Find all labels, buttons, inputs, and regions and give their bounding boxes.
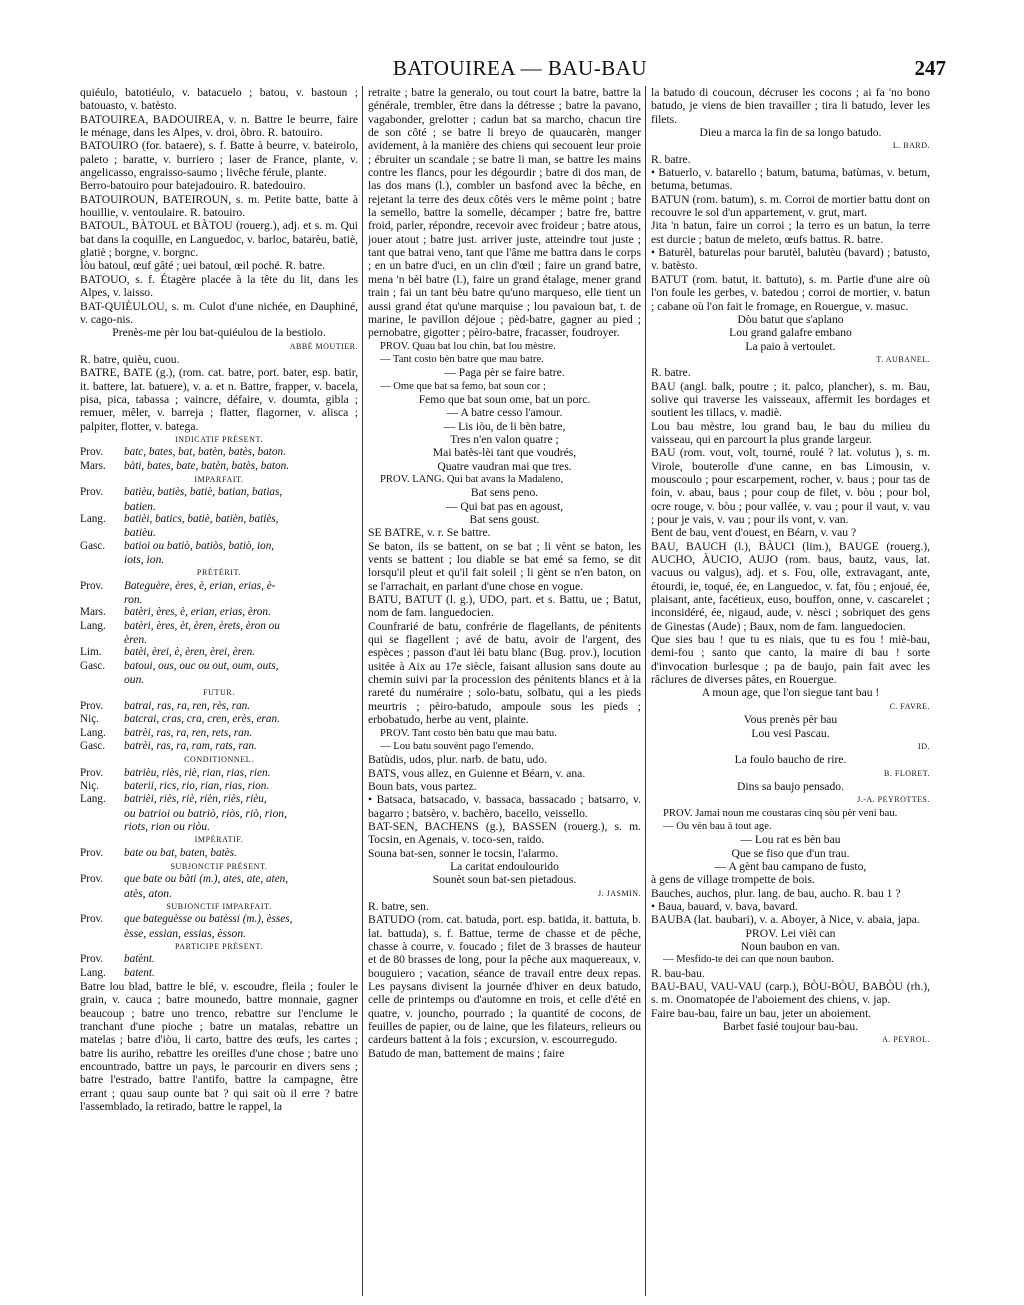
quotation-source: C. FAVRE.	[889, 701, 930, 711]
conjugation-continuation: ou batrioi ou batriò, riòs, riò, rion,	[124, 806, 287, 820]
entry-paragraph: BATRE, BATE (g.), (rom. cat. batre, port. bater, esp. batir, it. battere, lat. batuere), v. a. et n. Battre, frapper, v. bacela, pisa, pica, tabassa ; vaincre, défaire, v. doumta, gibla ; remuer, mêler, v. barreja ; flatter, flagorner, v. alisca ; palpiter, flotter, v. batega.	[80, 366, 358, 433]
verb-forms: batrèi, ras, ra, ram, rats, ran.	[124, 739, 257, 752]
quotation-line: Noun baubon en van.	[740, 940, 841, 953]
quotation-source: L. BARD.	[892, 141, 930, 151]
conjugation-line	[80, 660, 358, 673]
quotation-source: ABBÉ MOUTIER.	[289, 341, 358, 351]
tense-heading: FUTUR.	[203, 688, 235, 698]
entry-paragraph: Que sies bau ! que tu es niais, que tu es fou ! miè-bau, demi-fou ; santo que canto, la maire di bau ! sorte d'invocation burlesque ; pa de baujo, pain fait avec les râclures de diverses pâtes, en Rouergue.	[651, 633, 930, 687]
entry-paragraph: BATU, BATUT (l. g.), UDO, part. et s. Battu, ue ; Batut, nom de fam. languedocien.	[368, 593, 641, 620]
entry-paragraph: quiéulo, batotiéulo, v. batacuelo ; batou, v. bastoun ; batouasto, v. batèsto.	[80, 86, 358, 113]
conjugation-line	[80, 486, 358, 499]
quotation-line: — A gènt bau campano de fusto,	[714, 859, 867, 873]
verb-forms: batcrai, cras, cra, cren, erès, eran.	[124, 713, 280, 726]
proverb-line: PROV. Quau bat lou chin, bat lou mèstre.	[380, 340, 556, 352]
entry-paragraph: BATUN (rom. batum), s. m. Corroi de mortier battu dont on recouvre le sol d'un appartement, v. grut, mart.	[651, 192, 930, 220]
quotation-line: La caritat endoulourido	[450, 859, 559, 873]
verb-forms: batènt.	[124, 953, 155, 966]
entry-paragraph: Counfrarié de batu, confrérie de flagellants, de pénitents qui se flagellent ; avé de batu, avoir de l'argent, des espèces ; passon d'aut lèi batu blanc (Bug. prov.), locution usitée à Aix au 17e siècle, faisant allusion sans doute au chemin suivi par la procession des pénitents blancs et à la rareté du numéraire ; solo-batu, solbatu, qui a les pieds meurtris ; pèiro-batudo, ampoule sous les pieds ; erbobatudo, herbe au vent, plainte.	[368, 619, 641, 727]
quotation-line: La paio à vertoulet.	[745, 339, 836, 353]
verb-forms: batrèi, ras, ra, ren, rets, ran.	[124, 726, 253, 739]
proverb-line: — Ome que bat sa femo, bat soun cor ;	[380, 380, 546, 392]
quotation-line: Bat sens goust.	[469, 513, 540, 526]
entry-paragraph: BAU, BAUCH (l.), BÀUCI (lim.), BAUGE (rouerg.), AUCHO, ÀUCIO, AUJO (rom. baus, bautz, vaus, lat. vacuus ou valgus), adj. et s. Fou, olle, extravagant, ante, étourdi, ie, toqué, ée, en Languedoc, v. fat, fòu ; enjoué, ée, plaisant, ante, facétieux, euso, bouffon, onne, v. cascarelet ; inconsidéré, ée, nigaud, aude, v. nèsci ; sobriquet des gens de Ginestas (Aude) ; Baux, nom de fam. languedocien.	[651, 539, 930, 633]
dialect-label: Prov.	[80, 766, 104, 779]
conjugation-line	[80, 873, 358, 886]
entry-paragraph: BATOUIROUN, BATEIROUN, s. m. Petite batte, batte à houillie, v. ventoulaire. R. batouiro.	[80, 192, 358, 220]
verb-forms: bàti, bates, bate, batèn, batès, baton.	[124, 459, 289, 472]
entry-paragraph: retraite ; batre la generalo, ou tout court la batre, battre la générale, trembler, être dans la détresse ; batre la pavano, vagabonder, grelotter ; cadun bat sa marcho, chacun tire de son côté ; se batre li breyo de quaucarèn, manger avidement, à la manière des chiens qui secouent leur proie ; ébruiter un scandale ; se batre li man, se battre les mains contre les flancs, pour les dégourdir ; batre di dos man, de las dos mans (l.), combler un basfond avec la bêche, en rejetant la terre des deux côtés vers le même point ; batre la semello, battre la somelle, décamper ; batre fre, battre froid, parler, répondre, recevoir avec froideur ; batre atous, jouer atout ; batre just. arriver juste, atteindre tout juste ; tant que batrai veno, tant que l'âme me battra dans le corps ; en un batre d'uci, en un clin d'œil ; faire un grand batre, mena 'n bèl batre (l.), faire un grand étalage, mener grand train ; fai un tant bèu batre qu'uno marqueso, elle tient un aussi grand état qu'une marquise ; lou pavaioun bat, t. de marine, le pavillon déjoue ; pèd-batre, gagner au pied ; pernobatre, gigotter ; pèiro-batre, fracasser, foudroyer.	[368, 86, 641, 340]
verb-forms: batèri, ères, è, erian, erias, èron.	[124, 606, 271, 619]
dialect-label: Prov.	[80, 953, 104, 966]
dialect-label: Gasc.	[80, 659, 106, 672]
quotation-line: Quatre vaudran mai que tres.	[437, 459, 572, 473]
dialect-label: Prov.	[80, 913, 104, 926]
entry-paragraph: Batùdis, udos, plur. narb. de batu, udo.	[368, 753, 548, 767]
entry-paragraph: BATOUO, s. f. Étagère placée à la tête du lit, dans les Alpes, v. laisso.	[80, 272, 358, 300]
entry-paragraph: R. batre, sen.	[368, 899, 429, 913]
entry-paragraph: Se baton, ils se battent, on se bat ; li vènt se baton, les vents se battent ; lou diable se bat emé sa femo, se dit lorsqu'il pleut et qu'il fait soleil ; li gènt se n'en baton, on se l'arrachait, en parlant d'une chose en vogue.	[368, 539, 641, 593]
entry-paragraph: BAT-SEN, BACHENS (g.), BASSEN (rouerg.), s. m. Tocsin, en Agenais, v. toco-sen, raido.	[368, 819, 641, 847]
conjugation-line	[80, 540, 358, 553]
conjugation-continuation: èsse, essian, essias, èsson.	[124, 926, 247, 940]
quotation-line: PROV. Lei vièi can	[745, 926, 836, 940]
conjugation-continuation: èren.	[124, 633, 148, 647]
conjugation-line	[80, 446, 358, 459]
conjugation-line	[80, 713, 358, 726]
entry-paragraph: Batre lou blad, battre le blé, v. escoudre, fleila ; fouler le grain, v. cauca ; batre mounedo, battre monnaie, gagner beaucoup ; batre uno trenco, rebattre sur l'enclume le tranchant d'une pioche ; batre un matalas, rebattre un matelas ; batre d'iòu, li carto, battre des œufs, les cartes ; batre lis auriho, rebattre les oreilles d'une chose ; batre uno encountrado, battre un pays, le parcourir en divers sens ; batre l'estrado, battre l'antifo, battre la campagne, être errant ; quau saup ounte bat ? qui sait où il erre ? batre l'assemblado, la retirado, battre le rappel, la	[80, 980, 358, 1114]
entry-paragraph: BATS, vous allez, en Guienne et Béarn, v. ana.	[368, 766, 586, 780]
quotation-line: Lou grand galafre embano	[729, 326, 852, 340]
entry-paragraph: • Batsaca, batsacado, v. bassaca, bassacado ; batsarro, v. bagarro ; batsèro, v. bachèro, bacello, veissello.	[368, 793, 641, 820]
entry-paragraph: BATOUIRO (for. bataere), s. f. Batte à beurre, v. bateirolo, paleto ; baratte, v. burriero ; laser de France, plante, v. angelicasso, engraisso-saumo ; livêche férule, plante.	[80, 139, 358, 180]
conjugation-line	[80, 767, 358, 780]
quotation-source: A. PEYROL.	[882, 1035, 930, 1045]
verb-forms: batièi, batics, batiè, batièn, batiès,	[124, 513, 279, 525]
tense-heading: PRÉTÉRIT.	[196, 568, 242, 578]
quotation-line: — Lou rat es bèn bau	[740, 833, 841, 847]
entry-paragraph: Batudo de man, battement de mains ; faire	[368, 1046, 565, 1060]
entry-paragraph: BAU (angl. balk, poutre ; it. palco, plancher), s. m. Bau, solive qui traverse les vaisseaux, affermit les bordages et soutient les tillacs, v. madiè.	[651, 379, 930, 420]
dialect-label: Prov.	[80, 486, 104, 499]
conjugation-line	[80, 460, 358, 473]
dialect-label: Lim.	[80, 646, 102, 659]
conjugation-line	[80, 727, 358, 740]
conjugation-line	[80, 580, 358, 593]
dialect-label: Prov.	[80, 846, 104, 859]
conjugation-line	[80, 740, 358, 753]
entry-paragraph: SE BATRE, v. r. Se battre.	[368, 526, 491, 540]
verb-forms: batent.	[124, 966, 155, 979]
entry-paragraph: • Baua, bauard, v. bava, bavard.	[651, 899, 798, 913]
dialect-label: Lang.	[80, 966, 106, 979]
verb-forms: batc, bates, bat, batèn, batès, baton.	[124, 446, 286, 459]
entry-paragraph: • Batuerlo, v. batarello ; batum, batuma, batùmas, v. betum, betuma, betumas.	[651, 166, 930, 193]
verb-forms: batèi, èrei, è, èren, èrei, èren.	[124, 646, 255, 659]
tense-heading: INDICATIF PRÉSENT.	[175, 434, 263, 444]
quotation-source: T. AUBANEL.	[876, 354, 930, 364]
entry-paragraph: BATUT (rom. batut, it. battuto), s. m. Partie d'une aire où l'on foule les gerbes, v. batedou ; corroi de mortier, v. batun ; cabane où l'on fait le fromage, en Rouergue, v. masuc.	[651, 272, 930, 313]
proverb-line: — Ou vèn bau à tout age.	[663, 820, 772, 832]
conjugation-line	[80, 646, 358, 659]
verb-forms: que bate ou bàti (m.), ates, ate, aten,	[124, 873, 289, 886]
quotation-line: Lou vesi Pascau.	[751, 726, 830, 740]
quotation-line: Dieu a marca la fin de sa longo batudo.	[699, 126, 882, 140]
entry-paragraph: BAU (rom. vout, volt, tourné, roulé ? lat. volutus ), s. m. Virole, bouterolle d'une canne, en bas Limousin, v. mouscoulo ; pour escarpement, rocher, v. baus ; pour tas de foin, v. abau, baus ; pour coup de filet, v. bòu ; pour bol, ocre rouge, v. bòu ; pour vallée, v. vau ; pour il vaut, v. vau ; pour je vais, v. vau ; pour ils vont, v. van.	[651, 446, 930, 526]
dialect-label: Niç.	[80, 713, 99, 726]
conjugation-line	[80, 700, 358, 713]
page-number: 247	[914, 56, 946, 80]
proverb-line: — Mesfido-te dei can que noun baubon.	[663, 954, 834, 966]
entry-paragraph: BATOUIREA, BADOUIREA, v. n. Battre le beurre, faire le ménage, dans les Alpes, v. droi, òbro. R. batouiro.	[80, 112, 358, 140]
tense-heading: PARTICIPE PRÉSENT.	[174, 942, 264, 951]
entry-paragraph: la batudo di coucoun, décruser les cocons ; ai fa 'no bono batudo, je viens de bien travailler ; tira li batudo, lever les filets.	[651, 86, 930, 126]
entry-paragraph: BAU-BAU, VAU-VAU (carp.), BÒU-BÒU, BABÒU (rh.), s. m. Onomatopée de l'aboiement des chiens, v. jap.	[651, 980, 930, 1007]
entry-paragraph: à gens de village trompette de bois.	[651, 873, 815, 887]
entry-paragraph: Jita 'n batun, faire un corroi ; la terro es un batun, la terre est durcie ; batun de meleto, œufs battus. R. batre.	[651, 219, 930, 246]
proverb-line: — Lou batu souvènt pago l'emendo.	[380, 740, 534, 752]
dialect-label: Mars.	[80, 606, 106, 619]
column-rule	[645, 86, 646, 1296]
running-title: BATOUIREA — BAU-BAU	[392, 56, 648, 80]
entry-paragraph: Boun bats, vous partez.	[368, 779, 477, 793]
verb-forms: batrièi, riès, riè, rièn, riès, rièu,	[124, 793, 267, 806]
quotation-line: Vous prenès pèr bau	[743, 713, 838, 727]
entry-paragraph: Berro-batouiro pour batejadouiro. R. batedouiro.	[80, 179, 306, 193]
verb-forms: batèri, ères, èt, èren, èrets, èron ou	[124, 619, 280, 632]
quotation-line: La foulo baucho de rire.	[734, 753, 847, 767]
quotation-line: Femo que bat soun ome, bat un porc.	[418, 392, 591, 406]
proverb-line: PROV. LANG. Qui bat avans la Madaleno,	[380, 473, 564, 485]
verb-forms: bate ou bat, baten, batès.	[124, 846, 237, 859]
verb-forms: batioi ou batiò, batiòs, batiò, ion,	[124, 539, 275, 552]
quotation-line: — Qui bat pas en agoust,	[445, 499, 564, 513]
entry-paragraph: BAUBA (lat. baubari), v. a. Aboyer, à Nice, v. abaia, japa.	[651, 913, 920, 927]
entry-paragraph: BATUDO (rom. cat. batuda, port. esp. batida, it. battuta, b. lat. battuda), s. f. Battue, terme de chasse et de pêche, chasse à courre, v. foucado ; filet de 3 brasses de hauteur et de 80 brasses de long, pour la pêche aux maquereaux, v. bouguiero ; vacation, séance de travail entre deux repas. Les paysans divisent la journée d'hiver en deux batudo, celle de printemps ou d'automne en trois, et celle d'été en quatre, v. jouncho, pourrado ; la quantité de cocons, de feuilles de papier, ou de laine, que les filateurs, relieurs ou cardeurs battent à la fois ; excursion, v. escourregudo.	[368, 913, 641, 1047]
conjugation-line	[80, 620, 358, 633]
conjugation-continuation: iots, ion.	[124, 553, 165, 567]
dialect-label: Niç.	[80, 779, 99, 792]
quotation-line: Mai batès-lèi tant que voudrés,	[432, 446, 577, 460]
quotation-line: Prenès-me pèr lou bat-quiéulou de la bestiolo.	[112, 326, 326, 340]
quotation-line: Bat sens peno.	[470, 486, 539, 500]
quotation-line: Tres n'en valon quatre ;	[450, 432, 559, 446]
proverb-line: PROV. Jamai noun me coustaras cinq sòu pèr veni bau.	[663, 807, 898, 819]
dialect-label: Prov.	[80, 873, 104, 886]
entry-paragraph: Lou bau mèstre, lou grand bau, le bau du milieu du vaisseau, qui en parcourt la plus grande largeur.	[651, 419, 930, 446]
quotation-source: B. FLORET.	[884, 768, 930, 778]
entry-paragraph: R. bau-bau.	[651, 966, 705, 980]
verb-forms: batrièu, riès, riè, rian, rias, rien.	[124, 766, 271, 779]
conjugation-continuation: ron.	[124, 593, 143, 607]
conjugation-continuation: riots, rion ou riòu.	[124, 819, 211, 833]
verb-forms: batrai, ras, ra, ren, rès, ran.	[124, 699, 251, 712]
quotation-line: — A batre cesso l'amour.	[446, 406, 563, 420]
quotation-source: J.-A. PEYROTTES.	[857, 795, 930, 805]
entry-paragraph: BATOUL, BÀTOUL et BÀTOU (rouerg.), adj. et s. m. Qui bat dans la coquille, en Languedoc, v. barloc, batarèu, batiè, glatiè ; borgne, v. borgnc.	[80, 219, 358, 260]
entry-paragraph: R. batre.	[651, 366, 691, 380]
entry-paragraph: R. batre, quièu, cuou.	[80, 352, 180, 366]
conjugation-line	[80, 780, 358, 793]
dialect-label: Gasc.	[80, 539, 106, 552]
dialect-label: Lang.	[80, 619, 106, 632]
dialect-label: Lang.	[80, 726, 106, 739]
verb-forms: Bateguère, ères, è, erian, erias, è-	[124, 579, 276, 592]
tense-heading: SUBJONCTIF PRÉSENT.	[170, 861, 268, 871]
proverb-line: — Tant costo bèn batre que mau batre.	[380, 353, 544, 365]
column-right	[651, 86, 930, 1301]
entry-paragraph: Faire bau-bau, faire un bau, jeter un aboiement.	[651, 1006, 872, 1020]
entry-paragraph: BAT-QUIÈULOU, s. m. Culot d'une nichée, en Dauphiné, v. cago-nis.	[80, 299, 358, 326]
tense-heading: IMPÉRATIF.	[194, 835, 244, 845]
dialect-label: Mars.	[80, 459, 106, 472]
verb-forms: batièu, batiès, batiè, batian, batias,	[124, 486, 283, 499]
verb-forms: que bateguèsse ou batèssi (m.), èsses,	[124, 913, 293, 926]
entry-paragraph: Bent de bau, vent d'ouest, en Béarn, v. vau ?	[651, 526, 857, 540]
entry-paragraph: R. batre.	[651, 152, 691, 166]
column-rule	[362, 86, 363, 1296]
conjugation-continuation: batien.	[124, 499, 156, 513]
conjugation-continuation: batièu.	[124, 526, 156, 540]
entry-paragraph: Souna bat-sen, sonner le tocsin, l'alarmo.	[368, 846, 559, 860]
quotation-source: ID.	[918, 741, 930, 751]
column-left	[80, 86, 358, 1301]
quotation-line: Dòu batut que s'aplano	[737, 312, 844, 326]
conjugation-continuation: oun.	[124, 673, 145, 687]
page-header	[80, 56, 960, 82]
conjugation-line	[80, 606, 358, 619]
conjugation-line	[80, 913, 358, 926]
entry-paragraph: Ìòu batoul, œuf gâté ; uei batoul, œil poché. R. batre.	[80, 259, 326, 273]
quotation-line: Barbet fasié toujour bau-bau.	[722, 1020, 859, 1034]
conjugation-line	[80, 793, 358, 806]
conjugation-line	[80, 513, 358, 526]
quotation-line: Sounèt soun bat-sen pietadous.	[432, 873, 577, 887]
tense-heading: CONDITIONNEL.	[184, 755, 254, 765]
tense-heading: IMPARFAIT.	[194, 474, 244, 484]
dialect-label: Lang.	[80, 793, 106, 806]
quotation-source: J. JASMIN.	[597, 888, 641, 898]
dialect-label: Gasc.	[80, 739, 106, 752]
dialect-label: Prov.	[80, 446, 104, 459]
proverb-line: PROV. Tant costo bèn batu que mau batu.	[380, 727, 557, 739]
dialect-label: Prov.	[80, 579, 104, 592]
quotation-line: Dins sa baujo pensado.	[737, 779, 844, 793]
quotation-line: Que se fiso que d'un trau.	[731, 846, 850, 860]
column-middle	[368, 86, 641, 1301]
dialect-label: Lang.	[80, 513, 106, 525]
quotation-line: A moun age, que l'on siegue tant bau !	[701, 686, 880, 700]
quotation-line: — Paga pèr se faire batre.	[444, 366, 565, 380]
entry-paragraph: Bauches, auchos, plur. lang. de bau, aucho. R. bau 1 ?	[651, 886, 901, 900]
conjugation-line	[80, 953, 358, 966]
entry-paragraph: • Baturèl, baturelas pour barutèl, balutèu (bavard) ; batusto, v. batèsto.	[651, 246, 930, 273]
quotation-line: — Lis iòu, de li bèn batre,	[443, 419, 566, 433]
verb-forms: baterii, rics, rio, rian, rias, rion.	[124, 779, 270, 792]
dialect-label: Prov.	[80, 699, 104, 712]
tense-heading: SUBJONCTIF IMPARFAIT.	[166, 901, 272, 911]
conjugation-continuation: atès, aton.	[124, 886, 172, 900]
verb-forms: batoui, ous, ouc ou out, oum, outs,	[124, 659, 279, 672]
conjugation-line	[80, 967, 358, 980]
conjugation-line	[80, 847, 358, 860]
